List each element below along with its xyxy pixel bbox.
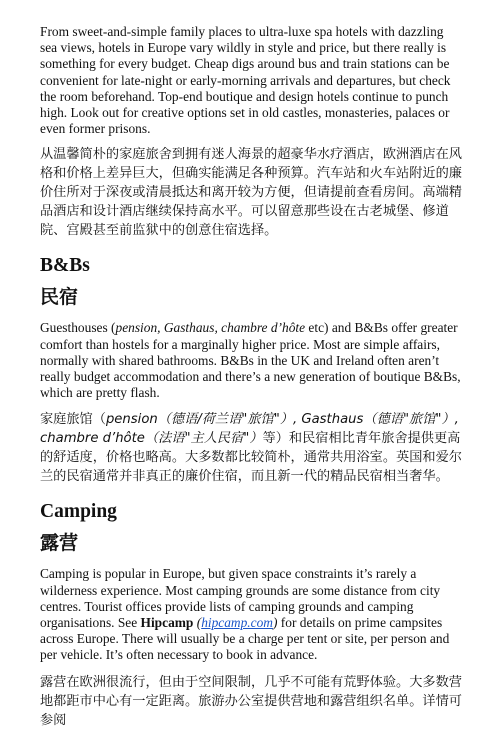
bnb-heading-chinese: 民宿 <box>40 286 79 309</box>
paren-close: ) <box>272 615 278 631</box>
hipcamp-brand: Hipcamp <box>140 615 194 631</box>
bnb-en-terms: pension, Gasthaus, chambre d’hôte <box>115 320 306 336</box>
camping-english-paragraph <box>40 566 462 663</box>
camping-heading-english: Camping <box>40 501 117 523</box>
paren-open: ( <box>193 615 202 631</box>
bnb-zh-terms: pension（德语/荷兰语"旅馆"）, Gasthaus（德语"旅馆"）, chambre d’hôte（法语"主人民宿"） <box>40 412 459 447</box>
camping-heading-chinese: 露营 <box>40 532 79 555</box>
camping-chinese-paragraph: 露营在欧洲很流行，但由于空间限制，几乎不可能有荒野体验。大多数营地都距市中心有一定距离。旅游办公室提供营地和露营组织名单。详情可参阅 <box>40 674 462 728</box>
intro-english-paragraph: From sweet-and-simple family places to ultra-luxe spa hotels with dazzling sea views, hotels in Europe vary wildly in style and price, but there really is something for every budget. Cheap digs around bus and train stations can be convenient for late-night or early-morning arrivals and departures, but check the room beforehand. Top-end boutique and design hotels continue to punch high. Look out for creative options set in old castles, monasteries, palaces or even former prisons. <box>40 24 451 137</box>
hipcamp-link[interactable]: hipcamp.com <box>201 615 273 631</box>
bnb-heading-english: B&Bs <box>40 255 90 277</box>
bnb-en-text-1: Guesthouses ( <box>40 320 116 336</box>
camping-en-text-1: Camping is popular in Europe, but given space constraints it’s rarely a wilderness experience. Most camping grounds are some distance from city centres. Tourist offices provide lists of camping grounds and camping organisations. See <box>40 566 441 631</box>
bnb-english-paragraph <box>40 320 462 401</box>
camping-en-text-2: for details on prime campsites across Europe. There will usually be a charge per tent or site, per person and per vehicle. It’s often necessary to book in advance. <box>40 615 450 663</box>
bnb-zh-text-1: 家庭旅馆（ <box>40 412 106 428</box>
bnb-zh-text-2: 等）和民宿相比青年旅舍提供更高的舒适度，价格也略高。大多数都比较简朴，通常共用浴室。英国和爱尔兰的民宿通常并非真正的廉价住宿，而且新一代的精品民宿相当奢华。 <box>40 431 462 485</box>
intro-chinese-paragraph: 从温馨简朴的家庭旅舍到拥有迷人海景的超豪华水疗酒店，欧洲酒店在风格和价格上差异巨大，但确实能满足各种预算。汽车站和火车站附近的廉价住所对于深夜或清晨抵达和离开较为方便，但请提前查看房间。高端精品酒店和设计酒店继续保持高水平。可以留意那些设在古老城堡、修道院、宫殿甚至前监狱中的创意住宿选择。 <box>40 147 462 239</box>
document-page <box>40 24 462 730</box>
bnb-chinese-paragraph <box>40 410 462 486</box>
bnb-en-text-2: etc) and B&Bs offer greater comfort than hostels for a marginally higher price. Most are simple affairs, normally with shared bathrooms. B&Bs in the UK and Ireland often aren’t really budget accommodation and there’s a new generation of boutique B&Bs, which are pretty flash. <box>40 320 461 401</box>
